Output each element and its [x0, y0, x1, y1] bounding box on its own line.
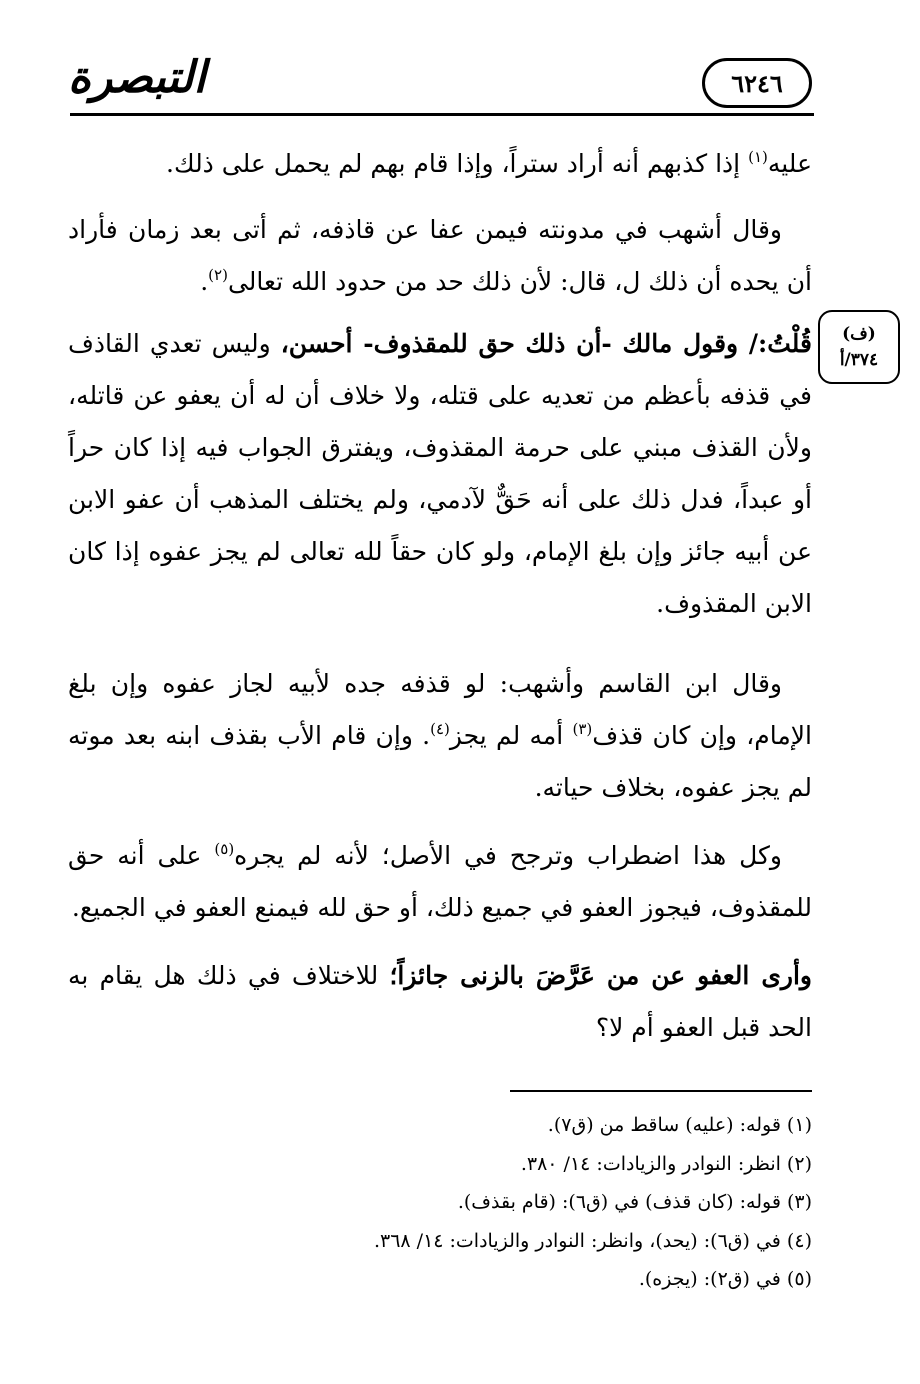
footnote-2: (٢) انظر: النوادر والزيادات: ١٤/ ٣٨٠.	[520, 1152, 812, 1175]
body-text	[68, 138, 812, 190]
body-text	[68, 830, 812, 934]
paragraph-5: وكل هذا اضطراب وترجح في الأصل؛ لأنه لم يجره$^{(٥)}$ على أنه حق للمقذوف، فيجوز العفو في جميع ذلك، أو حق لله فيمنع العفو في الجميع.	[68, 840, 812, 922]
margin-note-folio: ٣٧٤/أ	[839, 350, 879, 370]
paragraph-3: قُلْتُ:/ وقول مالك -أن ذلك حق للمقذوف- أحسن، وليس تعدي القاذف في قذفه بأعظم من تعديه على قتله، ولا خلاف أن له أن يعفو عن قاتله، ولأن القذف مبني على حرمة المقذوف، ويفترق الجواب فيه إذا كان حراً أو عبداً، فدل ذلك على أنه حَقٌّ لآدمي، ولم يختلف المذهب أن عفو الابن عن أبيه جائز وإن بلغ الإمام، ولو كان حقاً لله تعالى لم يجز عفوه إذا كان الابن المقذوف.	[68, 329, 812, 618]
bold-lead: وأرى العفو عن من عَرَّضَ بالزنى جائزاً؛	[389, 961, 812, 990]
paragraph-2: وقال أشهب في مدونته فيمن عفا عن قاذفه، ثم أتى بعد زمان فأراد أن يحده أن ذلك ل، قال: لأن ذلك حد من حدود الله تعالى$^{(٢)}$.	[68, 215, 812, 296]
footnotes	[68, 1106, 812, 1299]
paragraph-1: عليه$^{(١)}$ إذا كذبهم أنه أراد ستراً، وإذا قام بهم لم يحمل على ذلك.	[166, 148, 812, 178]
body-text	[68, 318, 812, 630]
footnote-ref-3: (٣)	[572, 720, 593, 738]
paragraph-6: وأرى العفو عن من عَرَّضَ بالزنى جائزاً؛ للاختلاف في ذلك هل يقام به الحد قبل العفو أم لا؟	[68, 961, 812, 1042]
footnote-3: (٣) قوله: (كان قذف) في (ق٦): (قام بقذف).	[457, 1191, 812, 1213]
footnote-ref-5: (٥)	[214, 840, 235, 858]
margin-note-siglum: (ف)	[842, 324, 876, 344]
footnote-4: (٤) في (ق٦): (يحد)، وانظر: النوادر والزيادات: ١٤/ ٣٦٨.	[373, 1229, 812, 1252]
margin-manuscript-note	[818, 310, 900, 384]
footnote-5: (٥) في (ق٢): (يجزه).	[638, 1268, 812, 1290]
book-title: التبصرة	[68, 52, 206, 103]
footnote-ref-4: (٤)	[430, 720, 450, 738]
header-rule	[70, 113, 814, 116]
body-text	[68, 950, 812, 1054]
bold-lead: قُلْتُ:/ وقول مالك -أن ذلك حق للمقذوف- أحسن،	[280, 329, 812, 358]
footnote-ref-1: (١)	[748, 148, 768, 166]
body-text	[68, 204, 812, 308]
footnote-separator	[510, 1090, 812, 1092]
footnote-ref-2: (٢)	[208, 266, 228, 284]
page-number: ٦٢٤٦	[702, 58, 812, 108]
footnote-1: (١) قوله: (عليه) ساقط من (ق٧).	[547, 1114, 812, 1136]
paragraph-4: وقال ابن القاسم وأشهب: لو قذفه جده لأبيه لجاز عفوه وإن بلغ الإمام، وإن كان قذف$^{(٣)}$ أمه لم يجز$^{(٤)}$. وإن قام الأب بقذف ابنه بعد موته لم يجز عفوه، بخلاف حياته.	[68, 669, 812, 802]
body-text	[68, 658, 812, 814]
